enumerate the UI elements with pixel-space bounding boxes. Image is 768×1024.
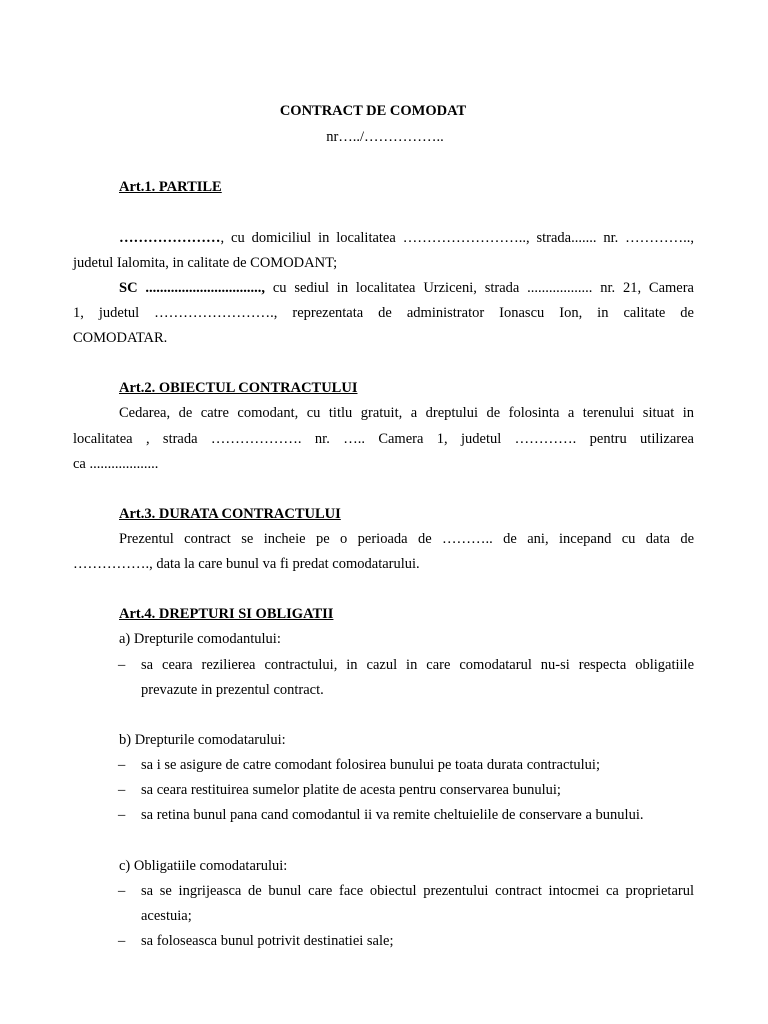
art4-heading: Art.4. DREPTURI SI OBLIGATII [119,606,334,622]
art1-comodatar-line1 [119,279,694,297]
list-dash: – [118,807,126,823]
art4-a-item1-line2: prevazute in prezentul contract. [141,682,324,698]
document-title: CONTRACT DE COMODAT [279,103,467,119]
comodant-name: ………………… [119,230,221,246]
art4-c-item1-line1: sa se ingrijeasca de bunul care face obiectul prezentului contract intocmei ca proprietarul [141,883,694,899]
comodatar-sc: SC ................................, [119,280,265,296]
art4-b-item2: sa ceara restituirea sumelor platite de acesta pentru conservarea bunului; [141,782,561,798]
list-dash: – [118,933,126,949]
art4-b-item1: sa i se asigure de catre comodant folosirea bunului pe toata durata contractului; [141,757,600,773]
art2-line2: localitatea , strada ………………. nr. ….. Camera 1, judetul …………. pentru utilizarea [73,431,694,447]
list-dash: – [118,883,126,899]
comodatar-address: cu sediul in localitatea Urziceni, strada .................. nr. 21, Camera [265,280,694,296]
art4-a-heading: a) Drepturile comodantului: [119,631,281,647]
art2-heading: Art.2. OBIECTUL CONTRACTULUI [119,380,358,396]
art3-line1: Prezentul contract se incheie pe o perioada de ……….. de ani, incepand cu data de [119,531,694,547]
art1-comodant-line2: judetul Ialomita, in calitate de COMODANT; [73,255,338,271]
art4-b-heading: b) Drepturile comodatarului: [119,732,286,748]
art3-heading: Art.3. DURATA CONTRACTULUI [119,506,341,522]
list-dash: – [118,757,126,773]
art3-line2: ……………., data la care bunul va fi predat comodatarului. [73,556,420,572]
art4-c-item2: sa foloseasca bunul potrivit destinatiei sale; [141,933,394,949]
art4-b-item3: sa retina bunul pana cand comodantul ii va remite cheltuielile de conservare a bunului. [141,807,644,823]
art1-comodatar-line2: 1, judetul ……………………., reprezentata de administrator Ionascu Ion, in calitate de [73,305,694,321]
art2-line3: ca ................... [73,456,159,472]
art1-heading: Art.1. PARTILE [119,179,222,195]
contract-number: nr…../…………….. [326,129,444,145]
list-dash: – [118,782,126,798]
art4-c-heading: c) Obligatiile comodatarului: [119,858,288,874]
art1-comodant-line1 [119,229,694,247]
comodant-address: , cu domiciliul in localitatea …………………….., strada....... nr. ………….., [220,230,694,246]
art1-comodatar-line3: COMODATAR. [73,330,168,346]
list-dash: – [118,657,126,673]
art4-a-item1-line1: sa ceara rezilierea contractului, in cazul in care comodatarul nu-si respecta obligatiile [141,657,694,673]
art4-c-item1-line2: acestuia; [141,908,192,924]
art2-line1: Cedarea, de catre comodant, cu titlu gratuit, a dreptului de folosinta a terenului situat in [119,405,694,421]
